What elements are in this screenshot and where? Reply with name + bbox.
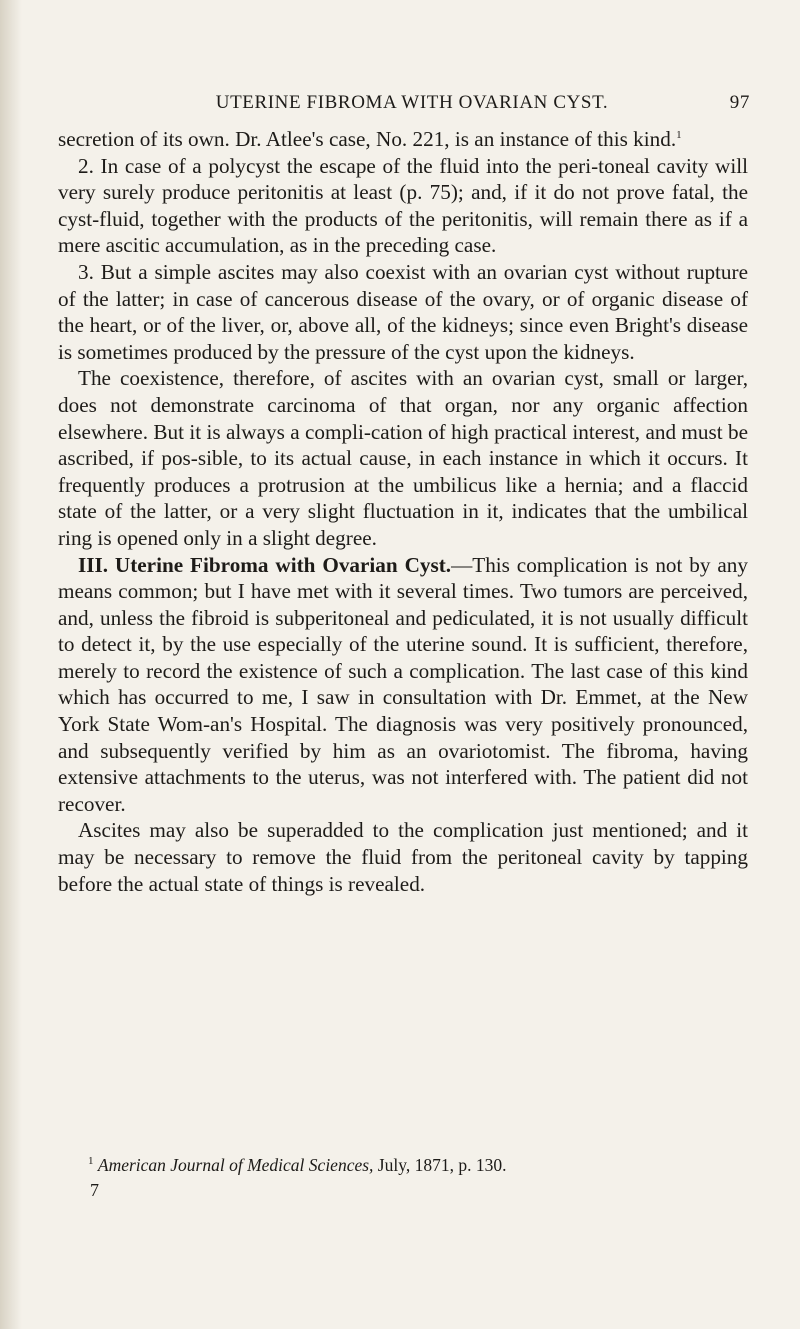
footnote bbox=[88, 1155, 748, 1176]
paragraph-1: secretion of its own. Dr. Atlee's case, No. 221, is an instance of this kind.$^1$ bbox=[58, 127, 682, 151]
running-title: UTERINE FIBROMA WITH OVARIAN CYST. bbox=[215, 92, 609, 113]
page-number: 97 bbox=[729, 92, 750, 113]
signature-mark: 7 bbox=[90, 1180, 99, 1200]
section-heading: III. Uterine Fibroma with Ovarian Cyst. bbox=[78, 552, 452, 577]
footnote-source: American Journal of Medical Sciences, bbox=[97, 1155, 374, 1175]
paragraph-5: III. Uterine Fibroma with Ovarian Cyst.—This complication is not by any means common; but I have met with it several times. Two tumors are perceived, and, unless the fibroid is subperitoneal and pediculated, it is not usually difficult to detect it, by the use especially of the uterine sound. It is sufficient, therefore, merely to record the existence of such a complication. The last case of this kind which has occurred to me, I saw in consultation with Dr. Emmet, at the New York State Wom-an's Hospital. The diagnosis was very positively pronounced, and subsequently verified by him as an ovariotomist. The fibroma, having extensive attachments to the uterus, was not interfered with. The patient did not recover. bbox=[58, 552, 748, 816]
paragraph-2: 2. In case of a polycyst the escape of the fluid into the peri-toneal cavity will very surely produce peritonitis at least (p. 75); and, if it do not prove fatal, the cyst-fluid, together with the products of the peritonitis, will remain there as if a mere ascitic accumulation, as in the preceding case. bbox=[58, 153, 748, 258]
paragraph-6: Ascites may also be superadded to the complication just mentioned; and it may be necessary to remove the fluid from the peritoneal cavity by tapping before the actual state of things is revealed. bbox=[58, 818, 748, 896]
running-header bbox=[58, 92, 770, 118]
page-edge-shadow bbox=[0, 0, 22, 1329]
body-text bbox=[58, 126, 748, 897]
footnote-ref: 1 bbox=[676, 128, 682, 141]
paragraph-3: 3. But a simple ascites may also coexist with an ovarian cyst without rupture of the latter; in case of cancerous disease of the ovary, or of organic disease of the heart, or of the liver, or, above all, of the kidneys; since even Bright's disease is sometimes produced by the pressure of the cyst upon the kidneys. bbox=[58, 259, 748, 364]
footnote-details: July, 1871, p. 130. bbox=[373, 1155, 507, 1175]
paragraph-4: The coexistence, therefore, of ascites with an ovarian cyst, small or larger, does not demonstrate carcinoma of that organ, nor any organic affection elsewhere. But it is always a compli-cation of high practical interest, and must be ascribed, if pos-sible, to its actual cause, in each instance in which it occurs. It frequently produces a protrusion at the umbilicus like a hernia; and a flaccid state of the latter, or a very slight fluctuation in it, indicates that the umbilical ring is opened only in a slight degree. bbox=[58, 366, 748, 550]
footnote-mark: 1 bbox=[88, 1155, 94, 1168]
